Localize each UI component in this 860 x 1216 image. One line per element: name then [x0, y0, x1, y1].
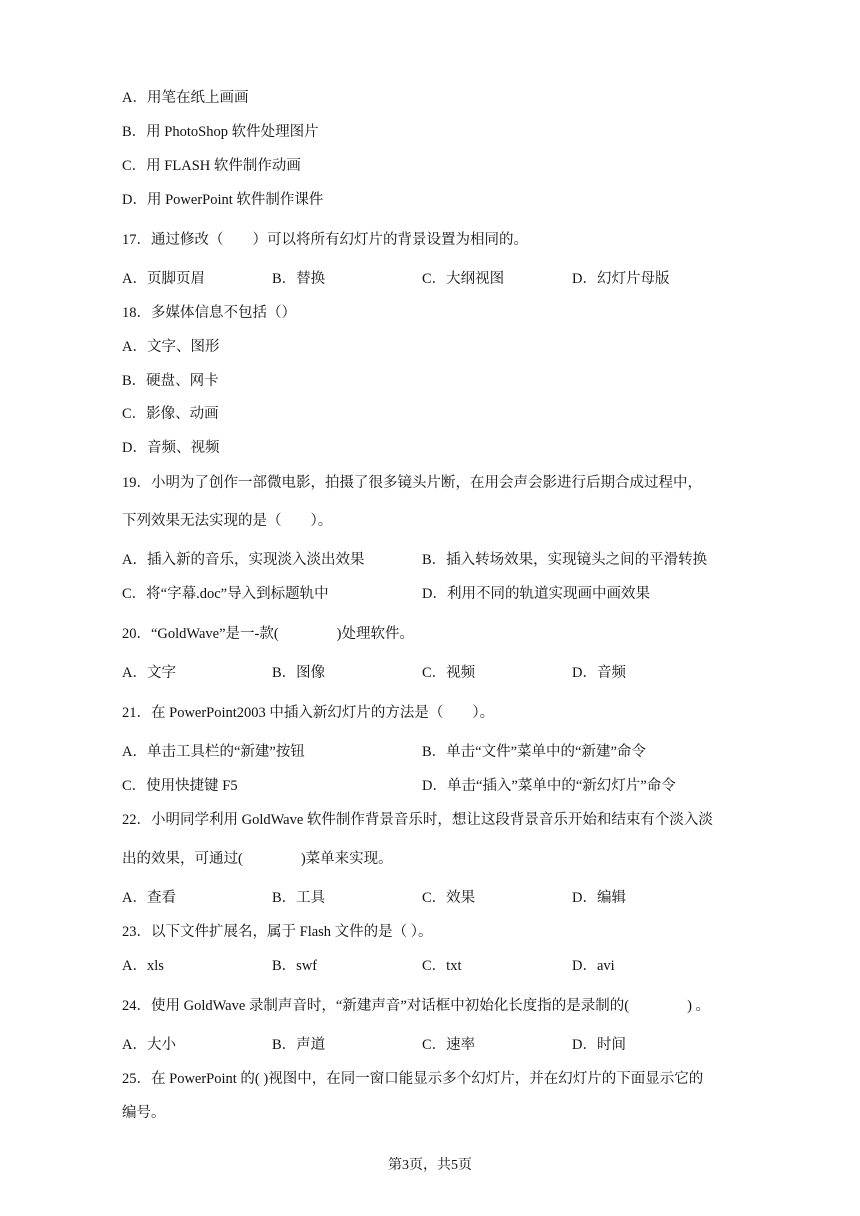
q17-stem: 17．通过修改（ ）可以将所有幻灯片的背景设置为相同的。 — [122, 232, 528, 248]
q19-options-row1 — [122, 550, 762, 570]
q19-options-row2 — [122, 584, 762, 604]
q20-option-d: D．音频 — [572, 665, 626, 681]
q21-option-b: B．单击“文件”菜单中的“新建”命令 — [422, 744, 646, 760]
q21-option-c: C．使用快捷键 F5 — [122, 778, 238, 794]
q24-option-b: B．声道 — [272, 1037, 326, 1053]
q22-option-d: D．编辑 — [572, 890, 626, 906]
q23-option-b: B．swf — [272, 958, 318, 974]
q19-option-d: D．利用不同的轨道实现画中画效果 — [422, 586, 650, 602]
q22-stem-line2: 出的效果，可通过( )菜单来实现。 — [122, 851, 393, 867]
q24-option-d: D．时间 — [572, 1037, 626, 1053]
q24-options — [122, 1035, 762, 1055]
q19-option-b: B．插入转场效果，实现镜头之间的平滑转换 — [422, 552, 708, 568]
q22-stem-line1: 22．小明同学利用 GoldWave 软件制作背景音乐时，想让这段背景音乐开始和结束有个淡入淡 — [122, 812, 713, 828]
q23-option-a: A．xls — [122, 958, 164, 974]
q22-option-c: C．效果 — [422, 890, 476, 906]
q24-stem: 24．使用 GoldWave 录制声音时，“新建声音”对话框中初始化长度指的是录制的( ) 。 — [122, 998, 711, 1014]
q16-option-c: C．用 FLASH 软件制作动画 — [122, 158, 301, 174]
q22-option-a: A．查看 — [122, 890, 176, 906]
q20-option-a: A．文字 — [122, 665, 176, 681]
q22-option-b: B．工具 — [272, 890, 326, 906]
q18-option-b: B．硬盘、网卡 — [122, 373, 219, 389]
q21-options-row2 — [122, 776, 762, 796]
q21-option-a: A．单击工具栏的“新建”按钮 — [122, 744, 305, 760]
q23-stem: 23．以下文件扩展名，属于 Flash 文件的是（ ）。 — [122, 924, 433, 940]
q20-option-c: C．视频 — [422, 665, 476, 681]
q16-option-a: A．用笔在纸上画画 — [122, 90, 249, 106]
q20-stem: 20．“GoldWave”是一-款( )处理软件。 — [122, 626, 415, 642]
q21-option-d: D．单击“插入”菜单中的“新幻灯片”命令 — [422, 778, 676, 794]
q18-option-d: D．音频、视频 — [122, 440, 220, 456]
q17-option-a: A．页脚页眉 — [122, 271, 205, 287]
q17-option-b: B．替换 — [272, 271, 326, 287]
q23-option-c: C．txt — [422, 958, 462, 974]
page-footer: 第3页，共5页 — [388, 1158, 472, 1173]
q17-option-d: D．幻灯片母版 — [572, 271, 670, 287]
q18-option-c: C．影像、动画 — [122, 406, 219, 422]
q20-option-b: B．图像 — [272, 665, 326, 681]
q17-option-c: C．大纲视图 — [422, 271, 505, 287]
q21-options-row1 — [122, 742, 762, 762]
q18-stem: 18．多媒体信息不包括（） — [122, 305, 296, 321]
q23-option-d: D．avi — [572, 958, 615, 974]
q25-stem-line2: 编号。 — [122, 1105, 166, 1121]
q23-options — [122, 956, 762, 976]
q19-stem-line2: 下列效果无法实现的是（ ）。 — [122, 513, 333, 529]
q17-options — [122, 269, 762, 289]
q20-options — [122, 663, 762, 683]
q19-stem-line1: 19．小明为了创作一部微电影，拍摄了很多镜头片断，在用会声会影进行后期合成过程中， — [122, 475, 702, 491]
q16-option-d: D．用 PowerPoint 软件制作课件 — [122, 192, 324, 208]
q24-option-c: C．速率 — [422, 1037, 476, 1053]
q19-option-a: A．插入新的音乐，实现淡入淡出效果 — [122, 552, 365, 568]
q18-option-a: A．文字、图形 — [122, 339, 220, 355]
q24-option-a: A．大小 — [122, 1037, 176, 1053]
q21-stem: 21．在 PowerPoint2003 中插入新幻灯片的方法是（ ）。 — [122, 705, 495, 721]
q19-option-c: C．将“字幕.doc”导入到标题轨中 — [122, 586, 329, 602]
q25-stem-line1: 25．在 PowerPoint 的( )视图中，在同一窗口能显示多个幻灯片，并在幻灯片的下面显示它的 — [122, 1071, 704, 1087]
q22-options — [122, 888, 762, 908]
q16-option-b: B．用 PhotoShop 软件处理图片 — [122, 124, 319, 140]
